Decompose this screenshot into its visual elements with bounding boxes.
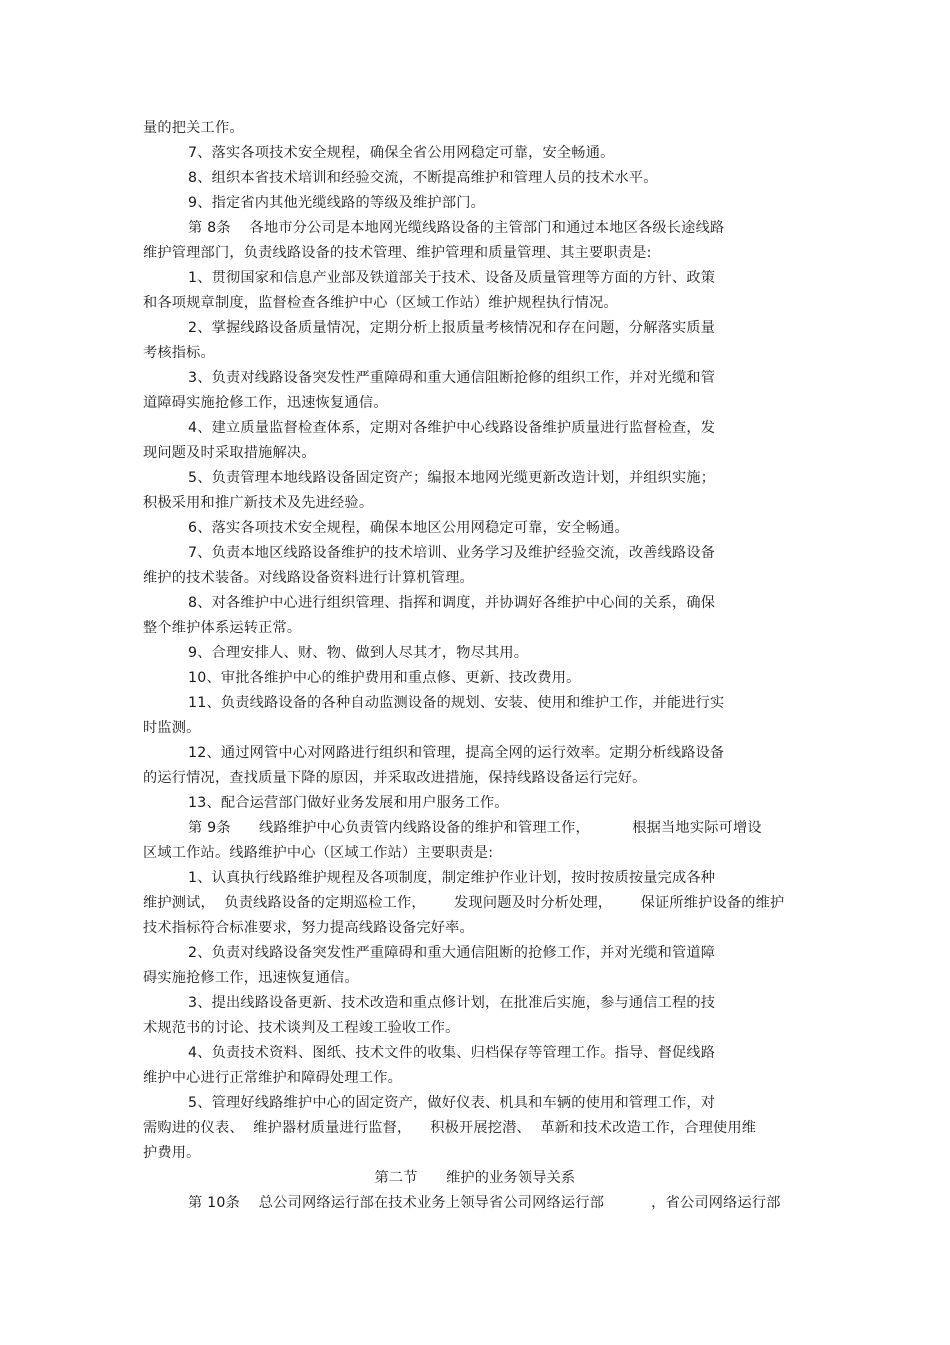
- text-line: 区域工作站。线路维护中心（区域工作站）主要职责是:: [143, 845, 494, 861]
- text-line: 7、负责本地区线路设备维护的技术培训、业务学习及维护经验交流，改善线路设备: [188, 545, 716, 561]
- text-line: 4、建立质量监督检查体系，定期对各维护中心线路设备维护质量进行监督检查，发: [188, 420, 716, 436]
- text-line: 考核指标。: [143, 345, 215, 361]
- text-line: 整个维护体系运转正常。: [143, 620, 302, 636]
- text-line: 2、掌握线路设备质量情况，定期分析上报质量考核情况和存在问题，分解落实质量: [188, 320, 716, 336]
- text-line: 碍实施抢修工作，迅速恢复通信。: [143, 970, 359, 986]
- text-line: 量的把关工作。: [143, 120, 244, 136]
- text-line: 护费用。: [143, 1145, 201, 1161]
- text-line: 13、配合运营部门做好业务发展和用户服务工作。: [188, 795, 509, 811]
- text-line: 维护中心进行正常维护和障碍处理工作。: [143, 1070, 402, 1086]
- text-line: 积极采用和推广新技术及先进经验。: [143, 495, 374, 511]
- article-heading: 第 9条 线路维护中心负责管内线路设备的维护和管理工作， 根据当地实际可增设: [188, 820, 762, 836]
- text-line: 1、贯彻国家和信息产业部及铁道部关于技术、设备及质量管理等方面的方针、政策: [188, 270, 716, 286]
- text-line: 10、审批各维护中心的维护费用和重点修、更新、技改费用。: [188, 670, 581, 686]
- text-line: 术规范书的讨论、技术谈判及工程竣工验收工作。: [143, 1020, 460, 1036]
- text-line: 现问题及时采取措施解决。: [143, 445, 316, 461]
- text-line: 维护管理部门，负责线路设备的技术管理、维护管理和质量管理、其主要职责是:: [143, 245, 652, 261]
- text-line: 道障碍实施抢修工作，迅速恢复通信。: [143, 395, 388, 411]
- section-heading: 第二节 维护的业务领导关系: [374, 1170, 576, 1186]
- text-line: 8、对各维护中心进行组织管理、指挥和调度，并协调好各维护中心间的关系，确保: [188, 595, 716, 611]
- article-heading: 第 10条 总公司网络运行部在技术业务上领导省公司网络运行部 ，省公司网络运行部: [188, 1195, 781, 1211]
- text-line: 时监测。: [143, 720, 201, 736]
- text-line: 需购进的仪表、 维护器材质量进行监督， 积极开展挖潜、 革新和技术改造工作，合理使用维: [143, 1120, 757, 1136]
- text-line: 维护的技术装备。对线路设备资料进行计算机管理。: [143, 570, 474, 586]
- text-line: 2、负责对线路设备突发性严重障碍和重大通信阻断的抢修工作，并对光缆和管道障: [188, 945, 716, 961]
- text-line: 3、负责对线路设备突发性严重障碍和重大通信阻断抢修的组织工作，并对光缆和管: [188, 370, 716, 386]
- text-line: 5、管理好线路维护中心的固定资产，做好仪表、机具和车辆的使用和管理工作，对: [188, 1095, 716, 1111]
- text-line: 9、合理安排人、财、物、做到人尽其才，物尽其用。: [188, 645, 529, 661]
- text-line: 的运行情况，查找质量下降的原因，并采取改进措施，保持线路设备运行完好。: [143, 770, 647, 786]
- text-line: 7、落实各项技术安全规程，确保全省公用网稳定可靠，安全畅通。: [188, 145, 615, 161]
- text-line: 9、指定省内其他光缆线路的等级及维护部门。: [188, 195, 485, 211]
- text-line: 8、组织本省技术培训和经验交流，不断提高维护和管理人员的技术水平。: [188, 170, 658, 186]
- text-line: 3、提出线路设备更新、技术改造和重点修计划，在批准后实施，参与通信工程的技: [188, 995, 716, 1011]
- text-line: 技术指标符合标准要求，努力提高线路设备完好率。: [143, 920, 474, 936]
- text-line: 和各项规章制度，监督检查各维护中心（区域工作站）维护规程执行情况。: [143, 295, 618, 311]
- text-line: 4、负责技术资料、图纸、技术文件的收集、归档保存等管理工作。指导、督促线路: [188, 1045, 716, 1061]
- text-line: 6、落实各项技术安全规程，确保本地区公用网稳定可靠，安全畅通。: [188, 520, 629, 536]
- text-line: 1、认真执行线路维护规程及各项制度，制定维护作业计划，按时按质按量完成各种: [188, 870, 716, 886]
- text-line: 12、通过网管中心对网路进行组织和管理，提高全网的运行效率。定期分析线路设备: [188, 745, 725, 761]
- text-line: 5、负责管理本地线路设备固定资产；编报本地网光缆更新改造计划，并组织实施；: [188, 470, 716, 486]
- article-heading: 第 8条 各地市分公司是本地网光缆线路设备的主管部门和通过本地区各级长途线路: [188, 220, 725, 236]
- text-line: 11、负责线路设备的各种自动监测设备的规划、安装、使用和维护工作，并能进行实: [188, 695, 725, 711]
- text-line: 维护测试， 负责线路设备的定期巡检工作， 发现问题及时分析处理， 保证所维护设备的维护: [143, 895, 785, 911]
